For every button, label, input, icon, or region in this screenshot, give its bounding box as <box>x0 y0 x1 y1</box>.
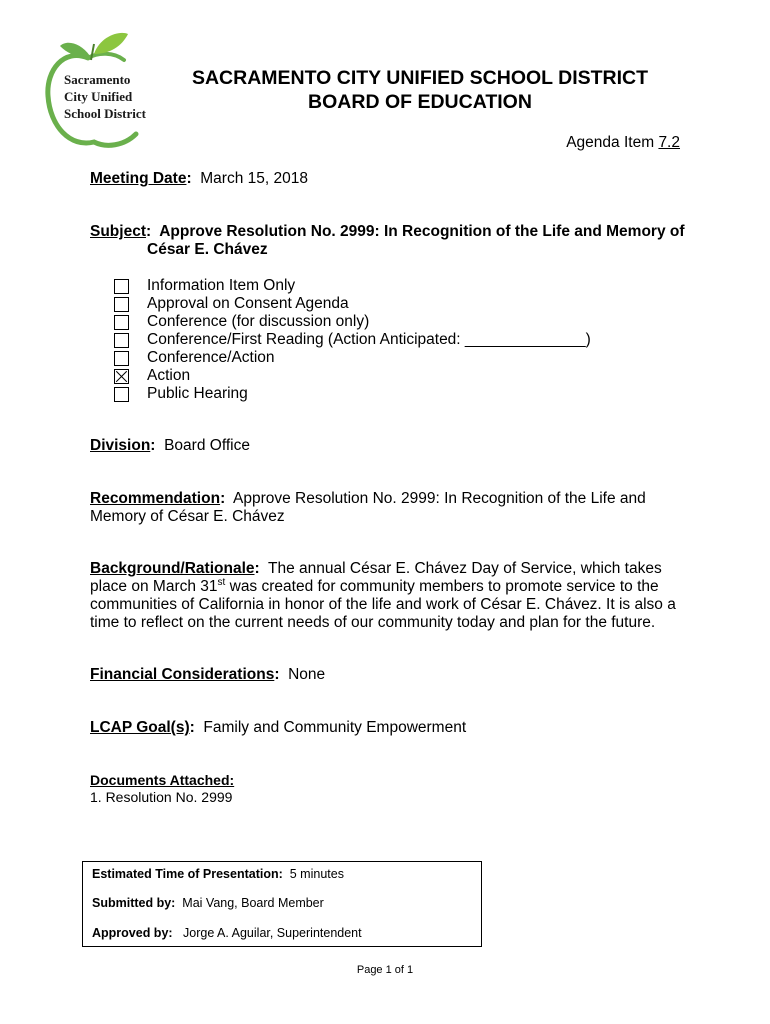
estimated-time-label: Estimated Time of Presentation <box>92 867 279 881</box>
submitted-by-label: Submitted by: <box>92 896 176 910</box>
background-line-2b: was created for community members to promote service to the <box>225 578 659 595</box>
option-label: Conference (for discussion only) <box>147 313 370 330</box>
recommendation-line-1: Approve Resolution No. 2999: In Recognition of the Life and <box>233 490 646 507</box>
financial-label: Financial Considerations <box>90 666 275 683</box>
agenda-item-label: Agenda Item <box>566 134 655 151</box>
district-logo <box>44 30 154 150</box>
background-superscript: st <box>217 576 226 588</box>
logo-line-3: School District <box>64 106 146 121</box>
background-rationale: Background/Rationale: The annual César E. Chávez Day of Service, which takes place on March 31st was created for community members to promote service to the communities of California in honor of the life and work of César E. Chávez. It is also a time to reflect on the current needs of our community today and plan for the future. <box>90 560 730 632</box>
option-row <box>114 277 591 295</box>
checkbox[interactable] <box>114 297 129 312</box>
option-label: Information Item Only <box>147 277 296 294</box>
subject: Subject: Approve Resolution No. 2999: In Recognition of the Life and Memory of <box>90 223 685 240</box>
checkbox[interactable] <box>114 387 129 402</box>
documents-item: 1. Resolution No. 2999 <box>90 789 233 805</box>
division-value: Board Office <box>164 437 250 454</box>
option-label: Action <box>147 367 191 384</box>
agenda-item <box>566 134 680 152</box>
documents-label: Documents Attached: <box>90 772 235 788</box>
division-label: Division <box>90 437 151 454</box>
district-title: SACRAMENTO CITY UNIFIED SCHOOL DISTRICT <box>191 67 649 89</box>
approved-by-label: Approved by <box>92 926 169 940</box>
checkbox[interactable] <box>114 351 129 366</box>
logo-line-2: City Unified <box>64 89 133 104</box>
recommendation-line-2: Memory of César E. Chávez <box>90 508 285 525</box>
background-line-3: communities of California in honor of the life and work of César E. Chávez. It is also a <box>90 596 676 613</box>
page-number: Page 1 of 1 <box>356 964 414 976</box>
leaf-icon <box>94 33 128 54</box>
background-line-2a: place on March 31 <box>90 578 218 595</box>
recommendation-label: Recommendation <box>90 490 221 507</box>
agenda-item-number: 7.2 <box>658 134 680 151</box>
checkbox[interactable] <box>114 333 129 348</box>
estimated-time: Estimated Time of Presentation: 5 minutes <box>92 867 344 881</box>
estimated-time-value: 5 minutes <box>289 867 344 881</box>
option-row <box>114 349 591 367</box>
recommendation: Recommendation: Approve Resolution No. 2999: In Recognition of the Life and Memory of César E. Chávez <box>90 490 690 526</box>
checkbox[interactable] <box>114 279 129 294</box>
background-line-4: time to reflect on the current needs of our community today and plan for the future. <box>90 614 656 631</box>
option-row <box>114 295 591 313</box>
option-row <box>114 367 591 385</box>
option-label: Approval on Consent Agenda <box>147 295 349 312</box>
checkbox-checked[interactable] <box>114 369 129 384</box>
submitted-by <box>92 896 324 910</box>
option-row <box>114 313 591 331</box>
financial-considerations: Financial Considerations: None <box>90 666 326 683</box>
lcap-label: LCAP Goal(s) <box>90 719 190 736</box>
subject-line-2: César E. Chávez <box>147 241 268 258</box>
financial-value: None <box>288 666 326 683</box>
background-line-1: The annual César E. Chávez Day of Service, which takes <box>268 560 662 577</box>
documents-attached <box>90 772 234 806</box>
subject-label: Subject <box>90 223 146 240</box>
agenda-type-checklist <box>114 277 591 403</box>
approved-by-value: Jorge A. Aguilar, Superintendent <box>183 926 362 940</box>
board-title: BOARD OF EDUCATION <box>308 91 532 113</box>
option-label: Public Hearing <box>147 385 248 402</box>
submitted-by-value: Mai Vang, Board Member <box>182 896 324 910</box>
logo-line-1: Sacramento <box>64 72 131 87</box>
option-label: Conference/First Reading (Action Anticipated: ______________) <box>147 331 591 348</box>
meeting-date: Meeting Date: March 15, 2018 <box>90 170 308 187</box>
checkbox[interactable] <box>114 315 129 330</box>
background-label: Background/Rationale <box>90 560 255 577</box>
lcap-goals: LCAP Goal(s): Family and Community Empowerment <box>90 719 467 736</box>
meeting-date-value: March 15, 2018 <box>200 170 308 187</box>
option-row <box>114 331 591 349</box>
lcap-value: Family and Community Empowerment <box>203 719 467 736</box>
option-row <box>114 385 591 403</box>
subject-line-1: Approve Resolution No. 2999: In Recognition of the Life and Memory of <box>159 223 685 240</box>
option-label: Conference/Action <box>147 349 275 366</box>
division: Division: Board Office <box>90 437 250 454</box>
approved-by: Approved by: Jorge A. Aguilar, Superintendent <box>92 926 362 940</box>
presentation-summary-box <box>82 861 482 947</box>
meeting-date-label: Meeting Date <box>90 170 187 187</box>
